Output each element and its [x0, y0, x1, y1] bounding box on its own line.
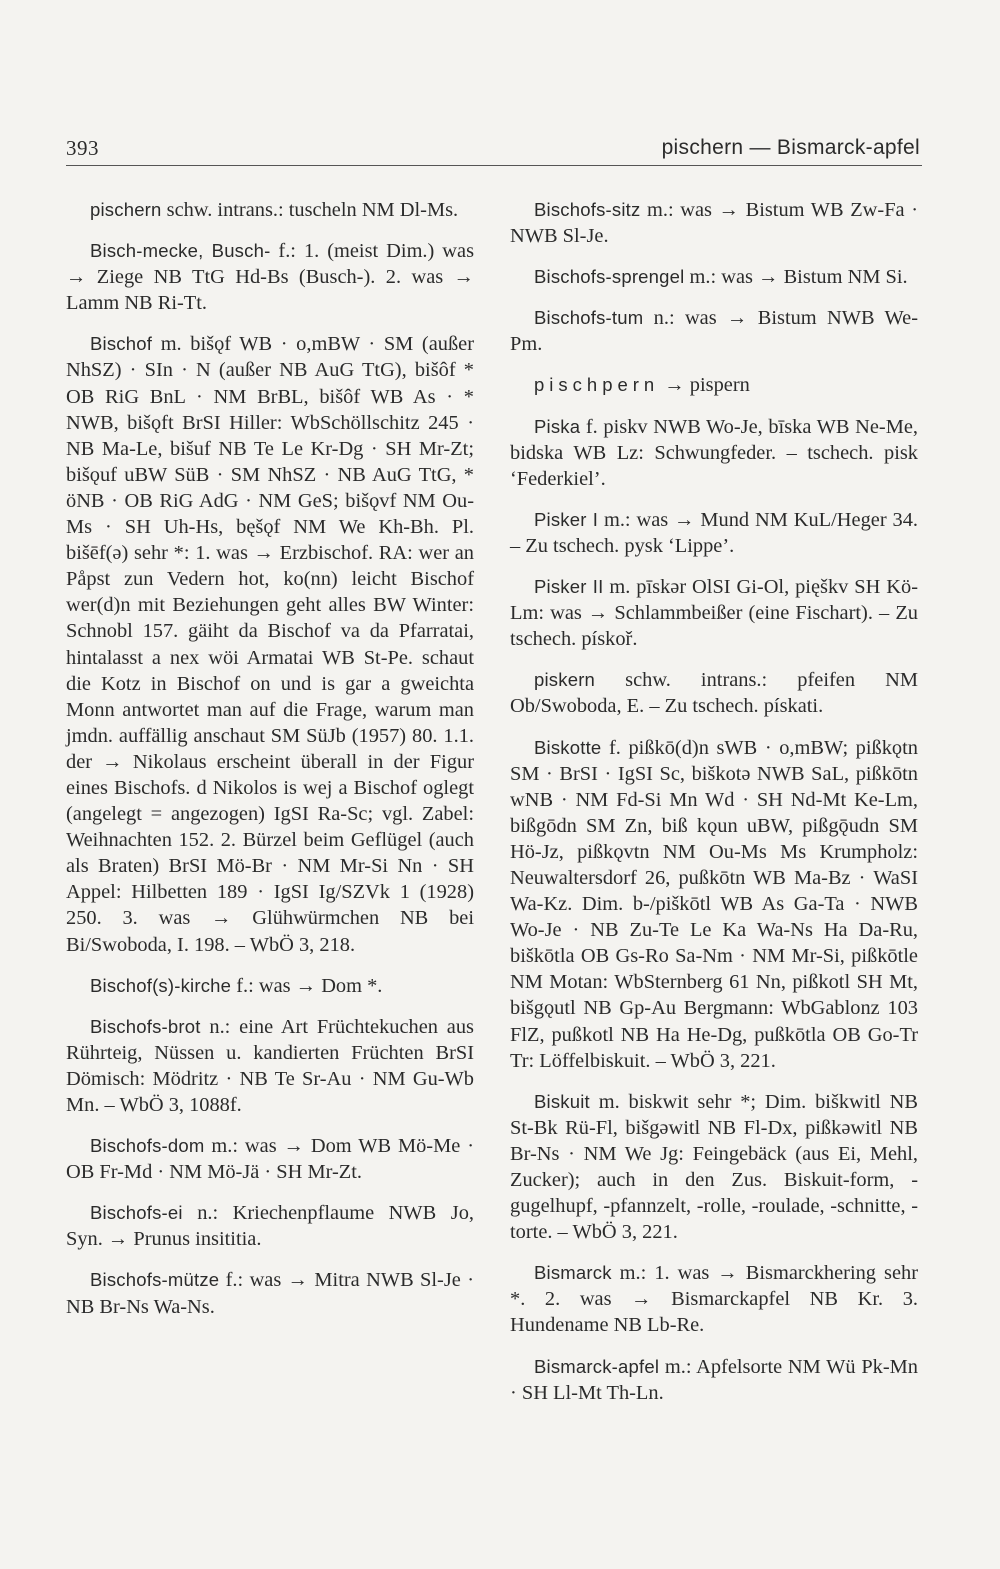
dictionary-entry — [510, 1089, 918, 1246]
dictionary-entry — [510, 197, 918, 249]
entry-body: n.: eine Art Früchtekuchen aus Rührteig, Nüssen u. kandierten Früchten BrSI Dömisch: Mödritz · NB Te Sr-Au · NM Gu-Wb Mn. – WbÖ 3, 1088f. — [66, 1015, 474, 1116]
entry-body: m. bišǫf WB · o,mBW · SM (außer NhSZ) · SIn · N (außer NB AuG TtG), bišôf * OB RiG BnL · NM BrBL, bišôf WB As · * NWB, bišǫft BrSI Hiller: WbSchöllschitz 245 · NB Ma-Le, bišuf NB Te Le Kr-Dg · SH Mr-Zt; bišǫuf uBW SüB · SM NhSZ · NB AuG TtG, * öNB · OB RiG AdG · NM GeS; bišǫvf NM Ou-Ms · SH Uh-Hs, bęšǫf NM We Kh-Bh. Pl. bišēf(ə) sehr *: 1. was → Erzbischof. RA: wer an Påpst zun Vedern hot, ko(nn) leicht Bischof wer(d)n mit Beziehungen geht alles BW Winter: Schnobl 157. gäiht da Bischof va da Pfarratai, hintalasst a nex wöi Armatai WB St-Pe. schaut die Kotz in Bischof on und is gar a gweichta Monn antwortet man auf die Frage, warum man jmdn. auffällig anschaut SM SüJb (1957) 80. 1.1. der → Nikolaus erscheint überall in der Figur eines Bischofs. d Nikolos is wej a Bischof oglegt (angelegt = angezogen) IgSI Ra-Sc; vgl. Zabel: Weihnachten 152. 2. Bürzel beim Geflügel (auch als Braten) BrSI Mö-Br · NM Mr-Si Nn · SH Appel: Hilbetten 189 · IgSI Ig/SZVk 1 (1928) 250. 3. was → Glühwürmchen NB bei Bi/Swoboda, I. 198. – WbÖ 3, 218. — [66, 333, 474, 956]
dictionary-entry — [510, 372, 918, 398]
dictionary-entry — [66, 238, 474, 316]
headword: Bismarck — [534, 1262, 612, 1284]
headword: Bischofs-sprengel — [534, 266, 685, 288]
entry-body: m.: Apfelsorte NM Wü Pk-Mn · SH Ll-Mt Th-Ln. — [510, 1355, 918, 1404]
dictionary-entry — [66, 331, 474, 957]
dictionary-entry — [66, 1200, 474, 1252]
dictionary-entry — [510, 667, 918, 719]
dictionary-entry — [510, 1354, 918, 1406]
entry-body: schw. intrans.: tuscheln NM Dl-Ms. — [161, 199, 459, 221]
entry-body: f.: 1. (meist Dim.) was → Ziege NB TtG Hd-Bs (Busch-). 2. was → Lamm NB Ri-Tt. — [66, 240, 475, 315]
headword: piskern — [534, 669, 596, 691]
entry-body: m. biskwit sehr *; Dim. biškwitl NB St-Bk Rü-Fl, bišgəwitl NB Fl-Dx, pißkəwitl NB Br-Ns · NM We Jg: Feingebäck (aus Ei, Mehl, Zucker); auch in den Zus. Biskuit-form, -gugelhupf, -pfannzelt, -rolle, -roulade, -schnitte, -torte. – WbÖ 3, 221. — [510, 1090, 918, 1244]
headword: Bischofs-tum — [534, 307, 644, 329]
headword: Bischofs-dom — [90, 1135, 205, 1157]
entry-body: m. pīskər OlSI Gi-Ol, pięškv SH Kö-Lm: was → Schlammbeißer (eine Fischart). – Zu tschech. pískoř. — [510, 576, 918, 651]
page-number: 393 — [66, 136, 99, 160]
entry-body: m.: was → Mund NM KuL/Heger 34. – Zu tschech. pysk ‘Lippe’. — [510, 508, 918, 557]
headword: Bischofs-sitz — [534, 199, 641, 220]
dictionary-entry — [510, 305, 918, 357]
headword: pischern — [90, 199, 162, 220]
dictionary-entry — [66, 1133, 474, 1185]
dictionary-entry — [510, 574, 918, 652]
entry-body: f.: was → Mitra NWB Sl-Je · NB Br-Ns Wa-Ns. — [66, 1269, 474, 1318]
dictionary-entry — [66, 1014, 474, 1118]
entry-body: f. piskv NWB Wo-Je, bīska WB Ne-Me, bidska WB Lz: Schwungfeder. – tschech. pisk ‘Federkiel’. — [510, 415, 918, 490]
headword: Pisker II — [534, 576, 604, 598]
headword: Bischof — [90, 333, 153, 355]
dictionary-entry — [66, 1267, 474, 1319]
headword: Pisker I — [534, 508, 599, 530]
dictionary-entry — [66, 197, 474, 223]
dictionary-entry — [66, 973, 474, 999]
headword: Bismarck-apfel — [534, 1355, 660, 1377]
headword: pischpern — [534, 374, 660, 396]
headword: Bischofs-mütze — [90, 1269, 220, 1291]
entry-body: → pispern — [659, 374, 750, 397]
entry-body: schw. intrans.: pfeifen NM Ob/Swoboda, E. – Zu tschech. pískati. — [510, 669, 918, 718]
entry-body: f.: was → Dom *. — [231, 974, 383, 997]
headword: Piska — [534, 415, 581, 437]
dictionary-entry — [510, 735, 918, 1074]
left-column — [66, 197, 474, 1335]
entry-body: m.: was → Dom WB Mö-Me · OB Fr-Md · NM Mö-Jä · SH Mr-Zt. — [66, 1135, 474, 1184]
entry-body: n.: Kriechenpflaume NWB Jo, Syn. → Prunus insititia. — [66, 1202, 474, 1251]
headword: Bisch-mecke, Busch- — [90, 240, 271, 262]
dictionary-entry — [510, 1260, 918, 1338]
dictionary-entry — [510, 264, 918, 290]
running-head: pischern — Bismarck-apfel — [661, 136, 920, 159]
right-column — [510, 197, 918, 1421]
headword: Bischofs-brot — [90, 1015, 201, 1037]
headword: Bischofs-ei — [90, 1202, 183, 1224]
entry-body: f. pißkō(d)n sWB · o,mBW; pißkǫtn SM · BrSI · IgSI Sc, biškotə NWB SaL, pißkōtn wNB · NM Fd-Si Mn Wd · SH Nd-Mt Ke-Lm, bißgōdn SM Zn, biß kǫun uBW, pißgǭudn SM Hö-Jz, pißkǫvtn NM Ou-Ms Ms Krumpholz: Neuwaltersdorf 26, pußkōtn WB Ma-Bz · WaSI Wa-Kz. Dim. b-/piškōtl WB As Ga-Ta · NWB Wo-Je · NB Zu-Te Le Ka Wa-Ns Ha Da-Ru, biškōtla OB Gs-Ro Sa-Nm · NM Mr-Si, pißkōtle NM Motan: WbSternberg 61 Nn, pißkotl SH Mt, bišgǫutl NB Gp-Au Bergmann: WbGablonz 103 FlZ, pußkotl NB Ha He-Dg, pußkōtla OB Go-Tr Tr: Löffelbiskuit. – WbÖ 3, 221. — [510, 736, 918, 1072]
entry-body: m.: was → Bistum WB Zw-Fa · NWB Sl-Je. — [510, 199, 918, 248]
entry-body: m.: 1. was → Bismarckhering sehr *. 2. was → Bismarckapfel NB Kr. 3. Hundename NB Lb-Re. — [510, 1262, 918, 1337]
entry-body: n.: was → Bistum NWB We-Pm. — [510, 307, 918, 356]
headword: Bischof(s)-kirche — [90, 974, 232, 996]
dictionary-entry — [510, 414, 918, 492]
header-rule — [66, 165, 922, 166]
dictionary-entry — [510, 507, 918, 559]
headword: Biskuit — [534, 1090, 590, 1112]
headword: Biskotte — [534, 736, 602, 758]
entry-body: m.: was → Bistum NM Si. — [684, 266, 908, 289]
